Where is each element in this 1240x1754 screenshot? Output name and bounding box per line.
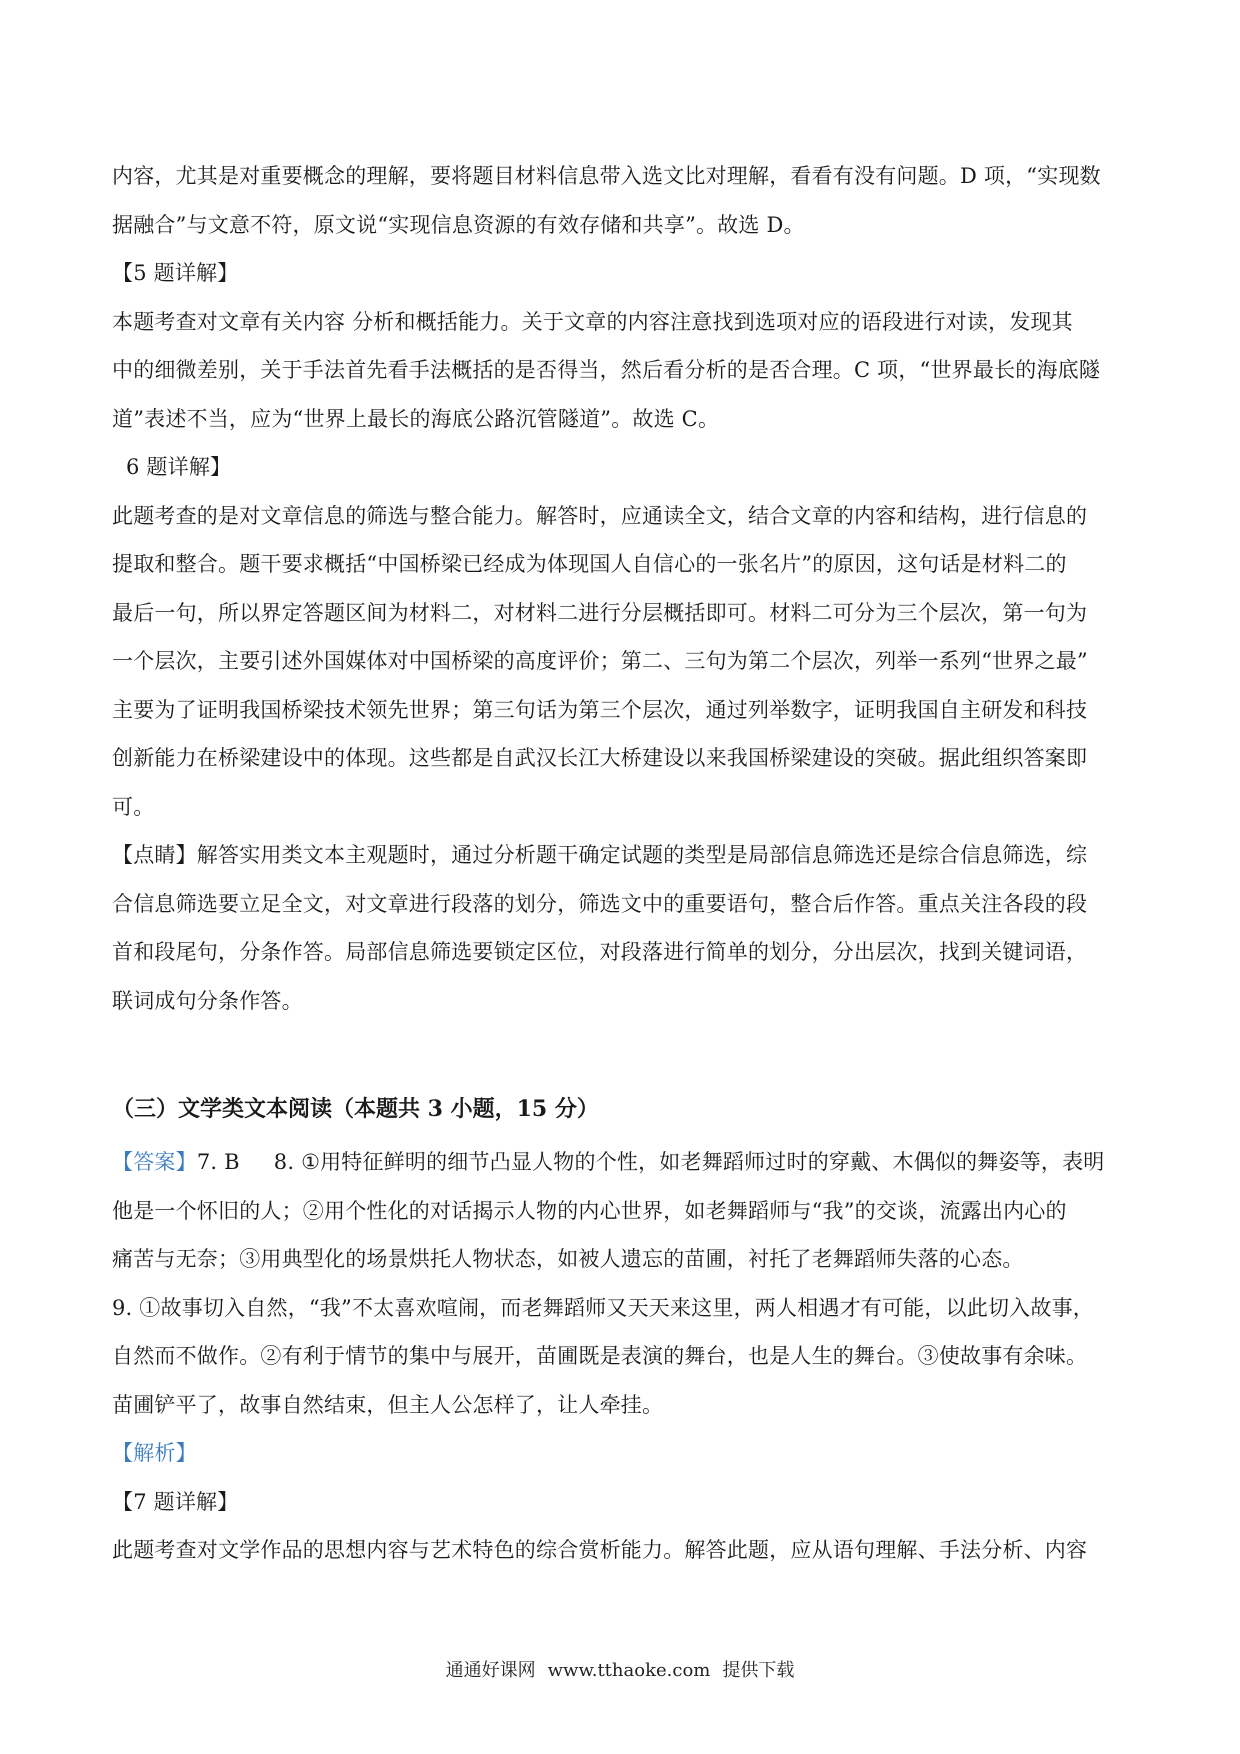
answer-line-first xyxy=(112,1138,1132,1187)
text-line: 9. ①故事切入自然，“我”不太喜欢喧闹，而老舞蹈师又天天来这里，两人相遇才有可能，以此切入故事， xyxy=(112,1295,1094,1320)
text-line: 中的细微差别，关于手法首先看手法概括的是否得当，然后看分析的是否合理。C 项，“世界最长的海底隧 xyxy=(112,358,1101,382)
text-line: 主要为了证明我国桥梁技术领先世界；第三句话为第三个层次，通过列举数字，证明我国自主研发和科技 xyxy=(112,697,1088,722)
text-line: 最后一句，所以界定答题区间为材料二，对材料二进行分层概括即可。材料二可分为三个层次，第一句为 xyxy=(112,600,1088,625)
analysis-label: 【解析】 xyxy=(112,1441,197,1465)
text-line: 可。 xyxy=(112,794,155,819)
text-line: 提取和整合。题干要求概括“中国桥梁已经成为体现国人自信心的一张名片”的原因，这句话是材料二的 xyxy=(112,552,1067,576)
text-line: 据融合”与文意不符，原文说“实现信息资源的有效存储和共享”。故选 D。 xyxy=(112,212,805,237)
text-line: 道”表述不当，应为“世界上最长的海底公路沉管隧道”。故选 C。 xyxy=(112,406,720,431)
text-line: 创新能力在桥梁建设中的体现。这些都是自武汉长江大桥建设以来我国桥梁建设的突破。据此组织答案即 xyxy=(112,746,1088,770)
answer-label: 【答案】 xyxy=(112,1150,197,1174)
text-line: 他是一个怀旧的人；②用个性化的对话揭示人物的内心世界，如老舞蹈师与“我”的交谈，流露出内心的 xyxy=(112,1198,1067,1223)
text-line: 本题考查对文章有关内容 分析和概括能力。关于文章的内容注意找到选项对应的语段进行对读，发现其 xyxy=(112,309,1073,334)
footer-note: 提供下载 xyxy=(722,1660,795,1681)
text-line: 联词成句分条作答。 xyxy=(112,988,303,1013)
q7-heading: 【7 题详解】 xyxy=(112,1489,239,1514)
tip-paragraph xyxy=(112,831,1132,1025)
text-line: 痛苦与无奈；③用典型化的场景烘托人物状态，如被人遗忘的苗圃，衬托了老舞蹈师失落的心态。 xyxy=(112,1247,1024,1271)
q7-paragraph: 此题考查对文学作品的思想内容与艺术特色的综合赏析能力。解答此题，应从语句理解、手法分析、内容 xyxy=(112,1538,1088,1562)
text-line: 【点睛】解答实用类文本主观题时，通过分析题干确定试题的类型是局部信息筛选还是综合信息筛选，综 xyxy=(112,843,1088,867)
text-line: 一个层次，主要引述外国媒体对中国桥梁的高度评价；第二、三句为第二个层次，列举一系列“世界之最” xyxy=(112,649,1088,673)
content-block-top xyxy=(112,152,1132,1025)
text-line: 内容，尤其是对重要概念的理解，要将题目材料信息带入选文比对理解，看看有没有问题。D 项，“实现数 xyxy=(112,164,1101,188)
answer-paragraph xyxy=(112,1187,1132,1430)
section-title: （三）文学类文本阅读（本题共 3 小题，15 分） xyxy=(112,1096,599,1122)
text-line: 首和段尾句，分条作答。局部信息筛选要锁定区位，对段落进行简单的划分，分出层次，找到关键词语， xyxy=(112,940,1088,964)
text-line: 自然而不做作。②有利于情节的集中与展开，苗圃既是表演的舞台，也是人生的舞台。③使故事有余味。 xyxy=(112,1344,1088,1368)
footer-site-name: 通通好课网 xyxy=(445,1660,536,1681)
answer-q7: 7. B xyxy=(196,1150,240,1174)
text-line: 苗圃铲平了，故事自然结束，但主人公怎样了，让人牵挂。 xyxy=(112,1392,664,1417)
text-line: 合信息筛选要立足全文，对文章进行段落的划分，筛选文中的重要语句，整合后作答。重点关注各段的段 xyxy=(112,891,1088,916)
footer-url: www.tthaoke.com xyxy=(547,1660,711,1681)
q6-paragraph xyxy=(112,492,1132,832)
page-footer xyxy=(0,1656,1240,1682)
answer-q8-first: 8. ①用特征鲜明的细节凸显人物的个性，如老舞蹈师过时的穿戴、木偶似的舞姿等，表明 xyxy=(273,1150,1105,1174)
q5-paragraph xyxy=(112,298,1132,444)
q5-heading: 【5 题详解】 xyxy=(112,261,239,285)
content-block-bottom xyxy=(112,1138,1132,1575)
paragraph-d-explanation xyxy=(112,152,1132,249)
text-line: 此题考查的是对文章信息的筛选与整合能力。解答时，应通读全文，结合文章的内容和结构，进行信息的 xyxy=(112,503,1088,528)
q6-heading: 6 题详解】 xyxy=(126,455,232,479)
